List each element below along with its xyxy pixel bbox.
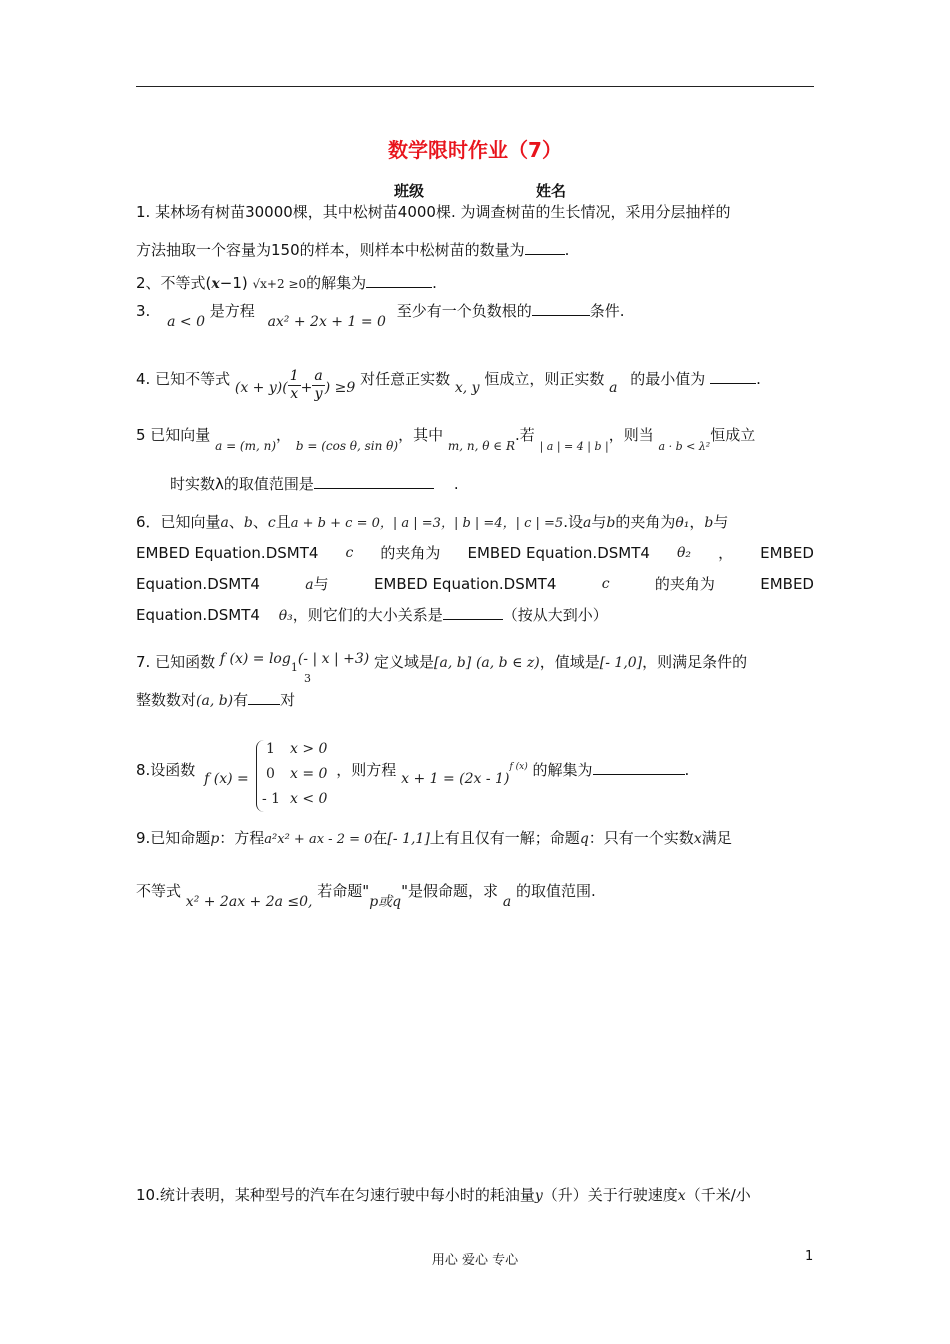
class-label: 班级 [394, 182, 425, 200]
question-5-line-2: 时实数λ的取值范围是 . [170, 475, 459, 493]
question-6-line-2: EMBED Equation.DSMT4 c 的夹角为 EMBED Equation.DSMT4 θ₂ ， EMBED [136, 544, 814, 562]
answer-blank [525, 240, 565, 255]
question-9-line-2: 不等式 x² + 2ax + 2a ≤0, 若命题"p或q"是假命题，求 a 的取值范围. [136, 882, 596, 910]
question-10: 10.统计表明，某种型号的汽车在匀速行驶中每小时的耗油量y（升）关于行驶速度x（千米/小 [136, 1186, 751, 1204]
question-6-line-3: Equation.DSMT4 a与 EMBED Equation.DSMT4 c 的夹角为 EMBED [136, 575, 814, 593]
footer-motto: 用心 爱心 专心 [431, 1253, 519, 1268]
question-4: 4. 已知不等式 (x + y)( $\frac{1}{x}$ + $\frac{a}{y}$ ) ≥9 对任意正实数 x, y 恒成立，则正实数 a 的最小值为 . [136, 368, 761, 402]
case-condition: x > 0 [290, 741, 328, 757]
answer-blank [443, 605, 503, 620]
name-label: 姓名 [536, 182, 567, 200]
question-3: 3. a < 0 是方程 ax² + 2x + 1 = 0 至少有一个负数根的 条件. [136, 302, 625, 330]
question-2: 2、不等式(x−1) √x+2 ≥0的解集为 . [136, 274, 437, 292]
question-6-line-1: 6．已知向量a、b、c且a + b + c = 0，| a | =3，| b | =4，| c | =5.设a与b的夹角为θ₁，b与 [136, 513, 729, 531]
page-number: 1 [805, 1249, 814, 1264]
question-7-line-2: 整数数对(a, b)有 对 [136, 691, 296, 709]
answer-blank [710, 369, 756, 384]
question-9-line-1: 9.已知命题p：方程a²x² + ax - 2 = 0在[- 1,1]上有且仅有一解；命题q：只有一个实数x满足 [136, 829, 732, 847]
answer-blank [248, 690, 280, 705]
case-value: 1 [266, 741, 275, 757]
top-rule [136, 86, 814, 87]
case-condition: x = 0 [290, 766, 328, 782]
answer-blank [532, 301, 590, 316]
case-condition: x < 0 [290, 791, 328, 807]
question-5-line-1: 5 已知向量 $_{a = (m, n)}$， $_{b = (cos \theta, sin \theta)}$，其中 $_{m, n, \theta \in R}$.若 $_{| a | = 4 | b |}$，则当 $_{a \cdot b < \lambda^2}$恒成立 [136, 426, 756, 453]
case-value: 0 [266, 766, 275, 782]
answer-blank [314, 474, 434, 489]
answer-blank [366, 273, 432, 288]
case-value: - 1 [262, 791, 281, 807]
log-base-denominator: 3 [304, 672, 311, 685]
question-6-line-4: Equation.DSMT4 θ₃，则它们的大小关系是 （按从大到小） [136, 606, 608, 624]
page-title: 数学限时作业（7） [388, 138, 562, 162]
answer-blank [593, 760, 685, 775]
question-8: 8.设函数 f (x) = ，则方程 x + 1 = (2x - 1)$^{f (x)}$ 的解集为 . [136, 761, 690, 787]
question-1-line-2: 方法抽取一个容量为150的样本，则样本中松树苗的数量为 . [136, 241, 570, 259]
question-7-line-1: 7. 已知函数 f $(x) = \log_1(-$ | x | +3) 定义域是[a, b] (a, b ∈ z)，值域是[- 1,0]，则满足条件的 [136, 651, 748, 674]
question-1-line-1: 1. 某林场有树苗30000棵，其中松树苗4000棵. 为调查树苗的生长情况，采用分层抽样的 [136, 203, 731, 221]
